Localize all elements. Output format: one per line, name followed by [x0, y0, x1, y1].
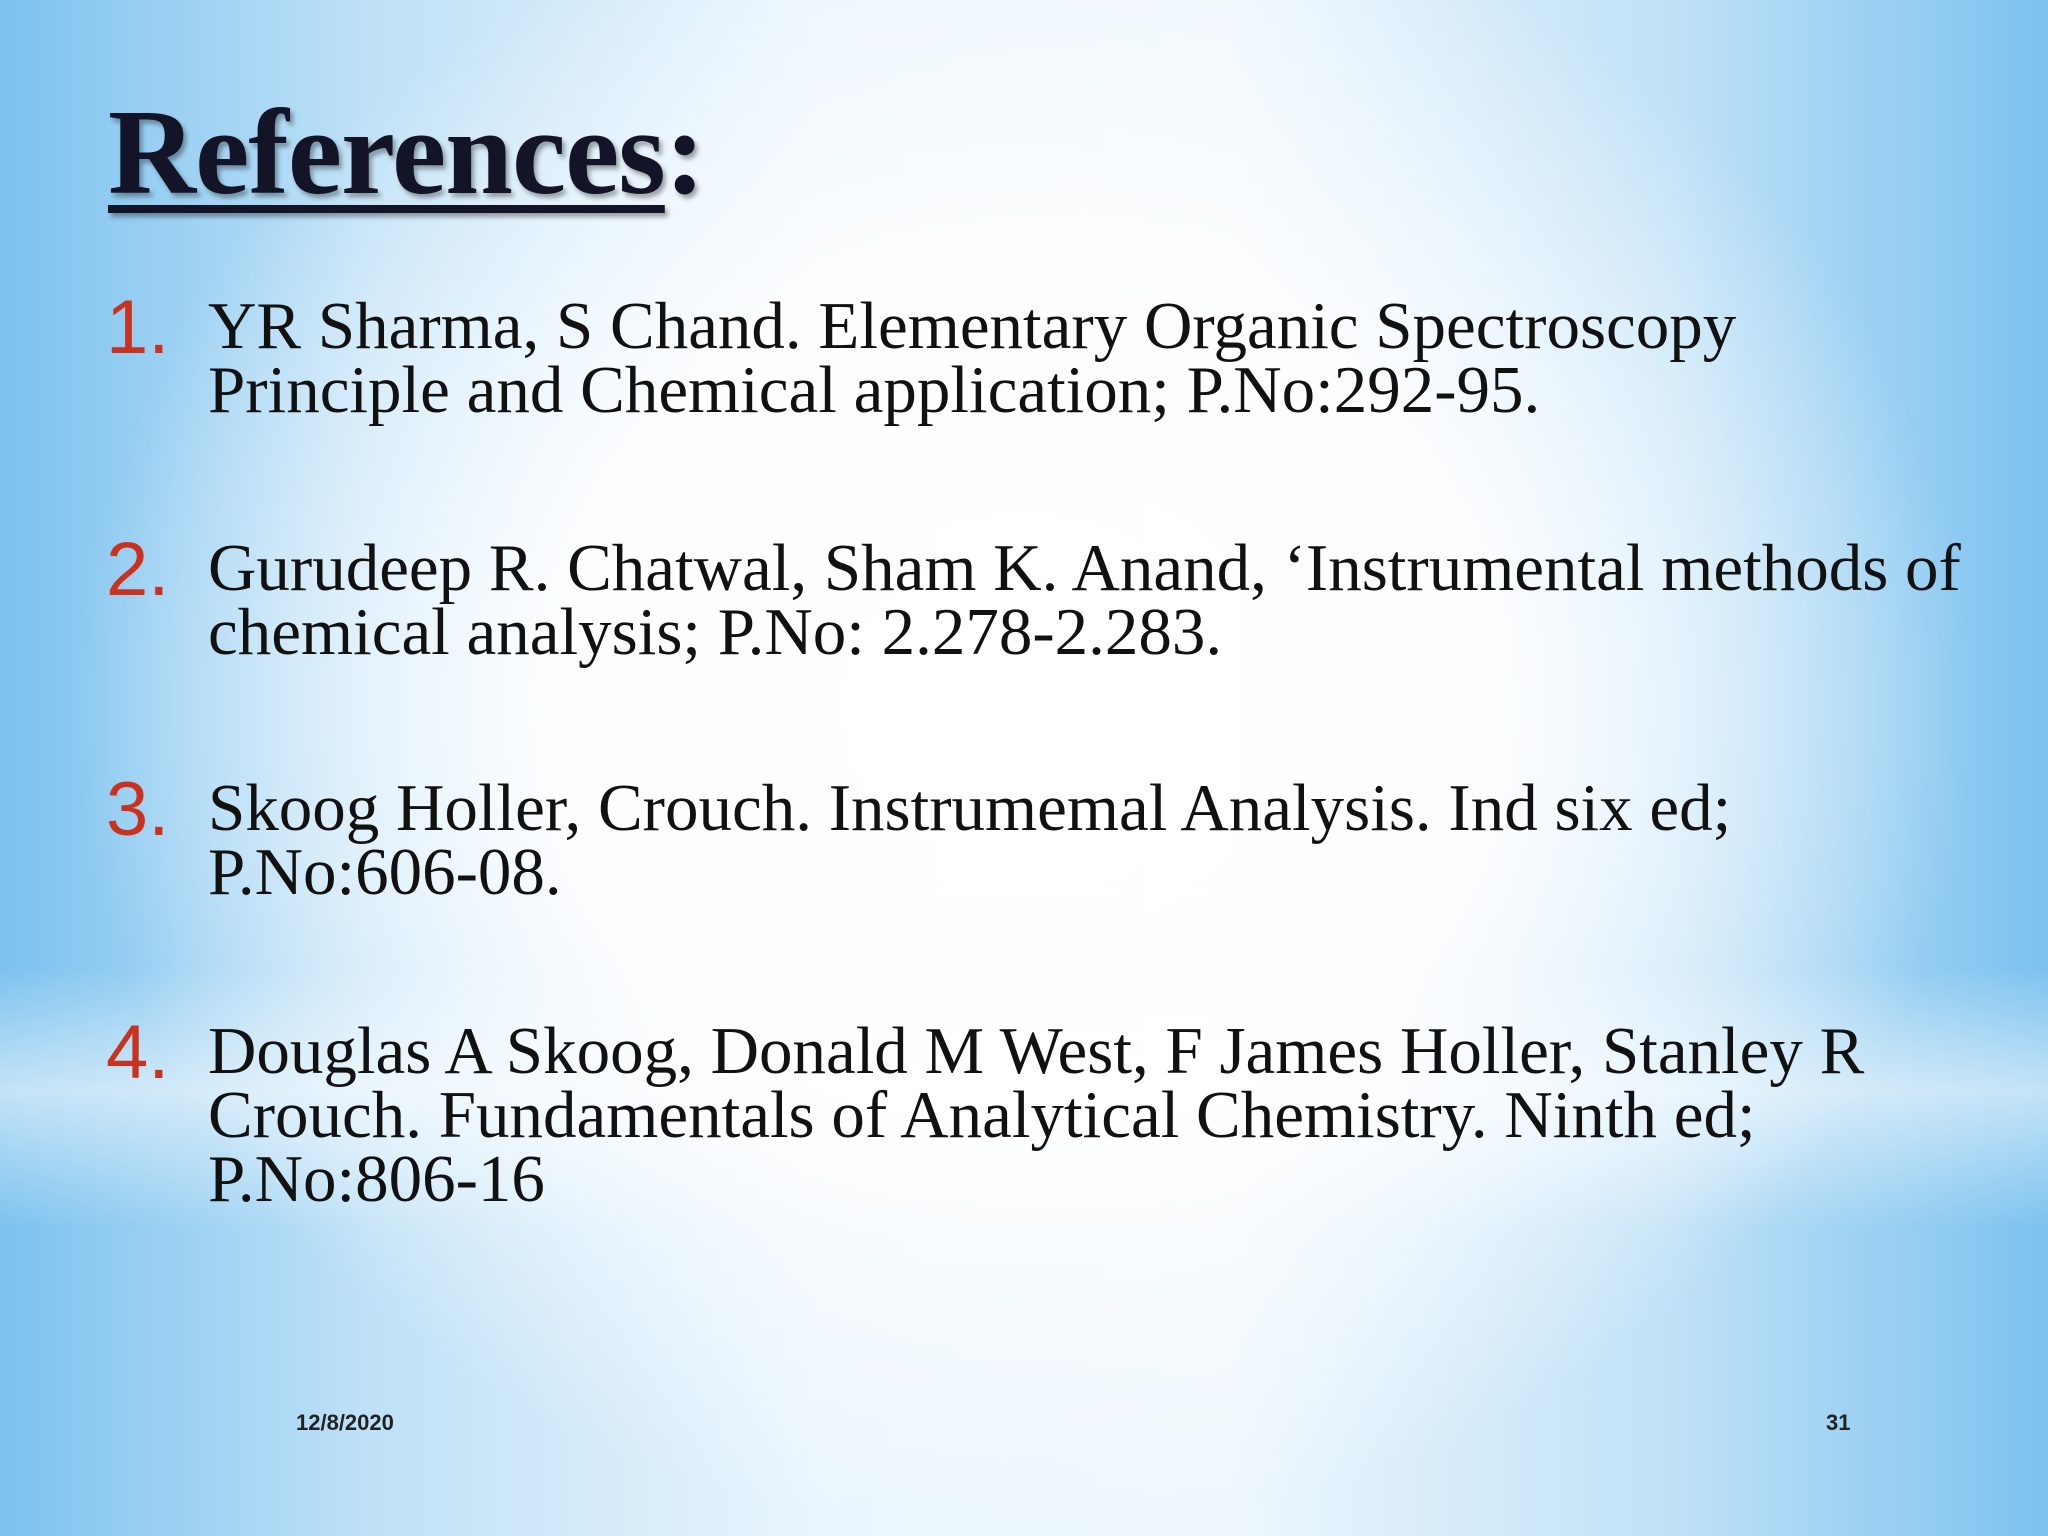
reference-number: 1.	[106, 285, 170, 370]
footer-date: 12/8/2020	[296, 1410, 394, 1435]
reference-text: Skoog Holler, Crouch. Instrumemal Analysis. Ind six ed; P.No:606-08.	[208, 771, 1732, 909]
title-text: References	[108, 85, 665, 220]
reference-number: 2.	[106, 527, 170, 612]
reference-text: YR Sharma, S Chand. Elementary Organic Spectroscopy Principle and Chemical application; P.No:292-95.	[208, 289, 1737, 427]
reference-number: 4.	[106, 1010, 170, 1095]
title-colon: :	[664, 85, 706, 220]
footer-page-number: 31	[1826, 1410, 1851, 1435]
reference-text: Douglas A Skoog, Donald M West, F James Holler, Stanley R Crouch. Fundamentals of Analytical Chemistry. Ninth ed; P.No:806-16	[208, 1014, 1865, 1216]
reference-number: 3.	[106, 767, 170, 852]
reference-text: Gurudeep R. Chatwal, Sham K. Anand, ‘Instrumental methods of chemical analysis; P.No: 2.278-2.283.	[208, 531, 1961, 669]
